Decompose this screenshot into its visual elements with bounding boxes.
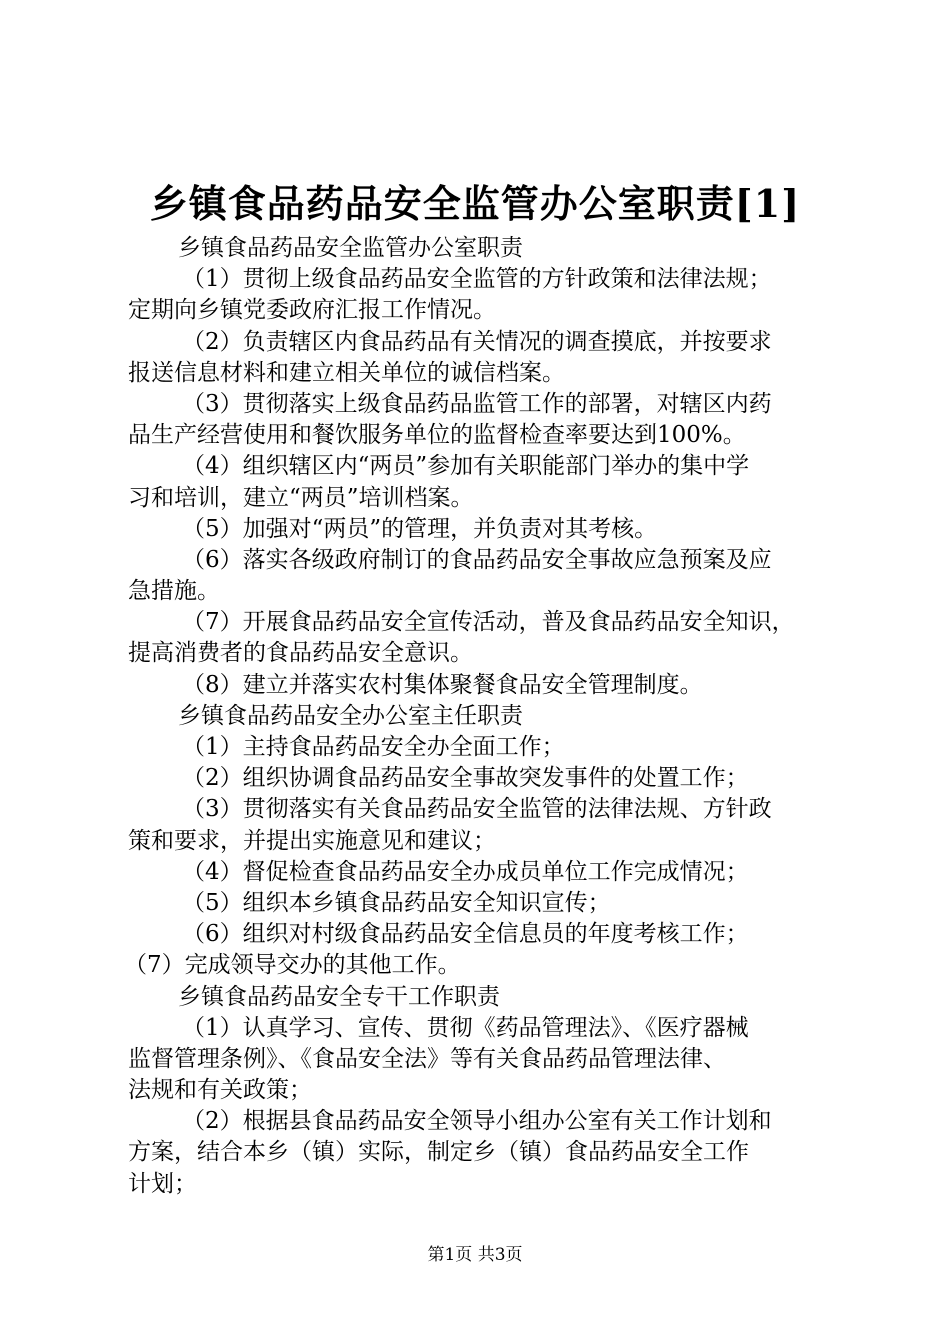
paragraph-line: （4）督促检查食品药品安全办成员单位工作完成情况； (182, 858, 749, 885)
paragraph-line: （6）组织对村级食品药品安全信息员的年度考核工作； (182, 921, 749, 948)
paragraph-line: 监督管理条例》、《食品安全法》等有关食品药品管理法律、 (128, 1045, 726, 1072)
paragraph-line: 计划； (128, 1170, 197, 1197)
section-heading-office-duties: 乡镇食品药品安全监管办公室职责 (178, 235, 523, 261)
document-title: 乡镇食品药品安全监管办公室职责[1] (149, 181, 801, 226)
paragraph-line: （3）贯彻落实有关食品药品安全监管的法律法规、方针政 (182, 796, 772, 823)
paragraph-line: 提高消费者的食品药品安全意识。 (128, 640, 473, 667)
paragraph-line: （4）组织辖区内“两员”参加有关职能部门举办的集中学 (182, 453, 750, 480)
paragraph-line: （1）认真学习、宣传、贯彻《药品管理法》、《医疗器械 (182, 1014, 749, 1041)
paragraph-line: 定期向乡镇党委政府汇报工作情况。 (128, 297, 496, 324)
document-body (124, 233, 833, 1200)
paragraph-line: （6）落实各级政府制订的食品药品安全事故应急预案及应 (182, 546, 772, 573)
paragraph-line: 品生产经营使用和餐饮服务单位的监督检查率要达到100%。 (128, 422, 746, 449)
paragraph-line: （7）完成领导交办的其他工作。 (124, 952, 461, 979)
paragraph-line: （1）主持食品药品安全办全面工作； (182, 734, 565, 760)
section-heading-director-duties: 乡镇食品药品安全办公室主任职责 (178, 702, 523, 729)
paragraph-line: （5）组织本乡镇食品药品安全知识宣传； (182, 889, 611, 916)
page-number: 第1页 (427, 1245, 473, 1265)
paragraph-line: 习和培训，建立“两员”培训档案。 (128, 484, 474, 511)
paragraph-line: 策和要求，并提出实施意见和建议； (128, 827, 496, 854)
paragraph-line: 方案，结合本乡（镇）实际，制定乡（镇）食品药品安全工作 (128, 1139, 749, 1166)
section-heading-specialist-duties: 乡镇食品药品安全专干工作职责 (178, 983, 500, 1010)
page-footer (0, 1243, 950, 1267)
paragraph-line: 报送信息材料和建立相关单位的诚信档案。 (128, 359, 565, 386)
paragraph-line: （3）贯彻落实上级食品药品监管工作的部署，对辖区内药 (182, 390, 772, 417)
paragraph-line: （2）负责辖区内食品药品有关情况的调查摸底，并按要求 (182, 328, 772, 355)
paragraph-line: （7）开展食品药品安全宣传活动，普及食品药品安全知识， (182, 609, 795, 636)
page-count: 共3页 (477, 1245, 523, 1265)
paragraph-line: （2）组织协调食品药品安全事故突发事件的处置工作； (182, 765, 749, 792)
paragraph-line: （1）贯彻上级食品药品安全监管的方针政策和法律法规； (182, 266, 772, 293)
paragraph-line: （5）加强对“两员”的管理，并负责对其考核。 (182, 515, 658, 542)
paragraph-line: 法规和有关政策； (128, 1077, 312, 1104)
paragraph-line: （2）根据县食品药品安全领导小组办公室有关工作计划和 (182, 1108, 772, 1135)
paragraph-line: （8）建立并落实农村集体聚餐食品安全管理制度。 (182, 671, 703, 698)
paragraph-line: 急措施。 (128, 578, 220, 605)
